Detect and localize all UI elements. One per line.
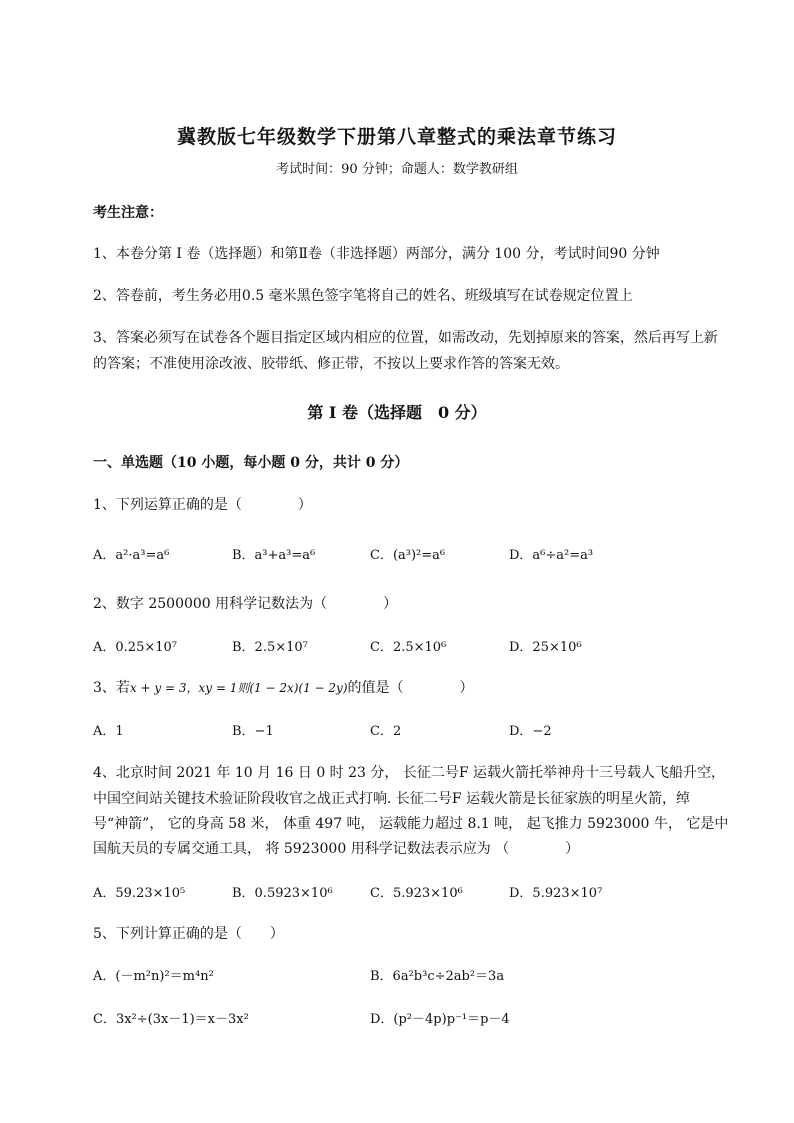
section-title: 第 I 卷（选择题 0 分）: [307, 403, 487, 422]
question-3-stem: [93, 677, 474, 697]
question-3-option-d: D．−2: [509, 724, 552, 739]
question-2-option-d: D．25×10⁶: [509, 640, 582, 655]
question-3-stem-suffix: 的值是（ ）: [347, 680, 474, 696]
question-1-option-d: D．a⁶÷a²=a³: [509, 548, 594, 563]
notice-item-2: 2、答卷前，考生务必用0.5 毫米黑色签字笔将自己的姓名、班级填写在试卷规定位置上: [93, 288, 633, 304]
question-4-option-b: B．0.5923×10⁶: [232, 886, 333, 901]
question-3-option-c: C．2: [370, 724, 402, 739]
document-title: 冀教版七年级数学下册第八章整式的乘法章节练习: [176, 126, 617, 148]
question-4-option-c: C．5.923×10⁶: [370, 886, 463, 901]
document-subtitle: 考试时间：90 分钟；命题人：数学教研组: [276, 162, 518, 177]
question-5-option-c: C．3x²÷(3x－1)＝x－3x²: [93, 1012, 249, 1027]
question-2-option-b: B．2.5×10⁷: [232, 640, 308, 655]
question-3-option-a: A．1: [93, 724, 124, 739]
question-5-option-a: A．(－m²n)²＝m⁴n²: [93, 969, 214, 984]
question-5-option-b: B．6a²b³c÷2ab²＝3a: [370, 969, 505, 984]
question-1-stem: 1、下列运算正确的是（ ）: [93, 497, 312, 513]
question-5-option-d: D．(p²－4p)p⁻¹＝p－4: [370, 1012, 510, 1027]
question-5-stem: 5、下列计算正确的是（ ）: [93, 926, 284, 942]
notice-item-3-continued: 的答案；不准使用涂改液、胶带纸、修正带，不按以上要求作答的答案无效。: [93, 356, 569, 372]
question-2-option-a: A．0.25×10⁷: [93, 640, 177, 655]
question-2-option-c: C．2.5×10⁶: [370, 640, 447, 655]
question-3-option-b: B．−1: [232, 724, 274, 739]
part-title: 一、单选题（10 小题，每小题 0 分，共计 0 分）: [93, 455, 409, 471]
question-1-option-b: B．a³+a³=a⁶: [232, 548, 316, 563]
question-1-option-a: A．a²·a³=a⁶: [93, 548, 170, 563]
notice-heading: 考生注意：: [93, 205, 163, 221]
question-4-line-3: 号“神箭”， 它的身高 58 米， 体重 497 吨， 运载能力超过 8.1 吨， 起飞推力 5923000 牛， 它是中: [93, 816, 729, 832]
question-3-stem-prefix: 3、若: [93, 680, 130, 696]
question-4-line-1: 4、北京时间 2021 年 10 月 16 日 0 时 23 分， 长征二号F 运载火箭托举神舟十三号载人飞船升空，: [93, 765, 726, 781]
question-4-line-4: 国航天员的专属交通工具， 将 5923000 用科学记数法表示应为 （ ）: [93, 841, 580, 857]
notice-item-3: 3、答案必须写在试卷各个题目指定区域内相应的位置，如需改动，先划掉原来的答案，然后再写上新: [93, 330, 718, 346]
question-4-option-d: D．5.923×10⁷: [509, 886, 603, 901]
notice-item-1: 1、本卷分第 I 卷（选择题）和第Ⅱ卷（非选择题）两部分，满分 100 分，考试时间90 分钟: [93, 246, 660, 262]
question-4-option-a: A．59.23×10⁵: [93, 886, 186, 901]
question-2-stem: 2、数字 2500000 用科学记数法为（ ）: [93, 596, 398, 612]
question-1-option-c: C．(a³)²=a⁶: [370, 548, 446, 563]
question-3-condition-math: x + y = 3，xy = 1则(1 − 2x)(1 − 2y): [129, 681, 348, 695]
question-4-line-2: 中国空间站关键技术验证阶段收官之战正式打响. 长征二号F 运载火箭是长征家族的明星火箭，绰: [93, 791, 691, 807]
